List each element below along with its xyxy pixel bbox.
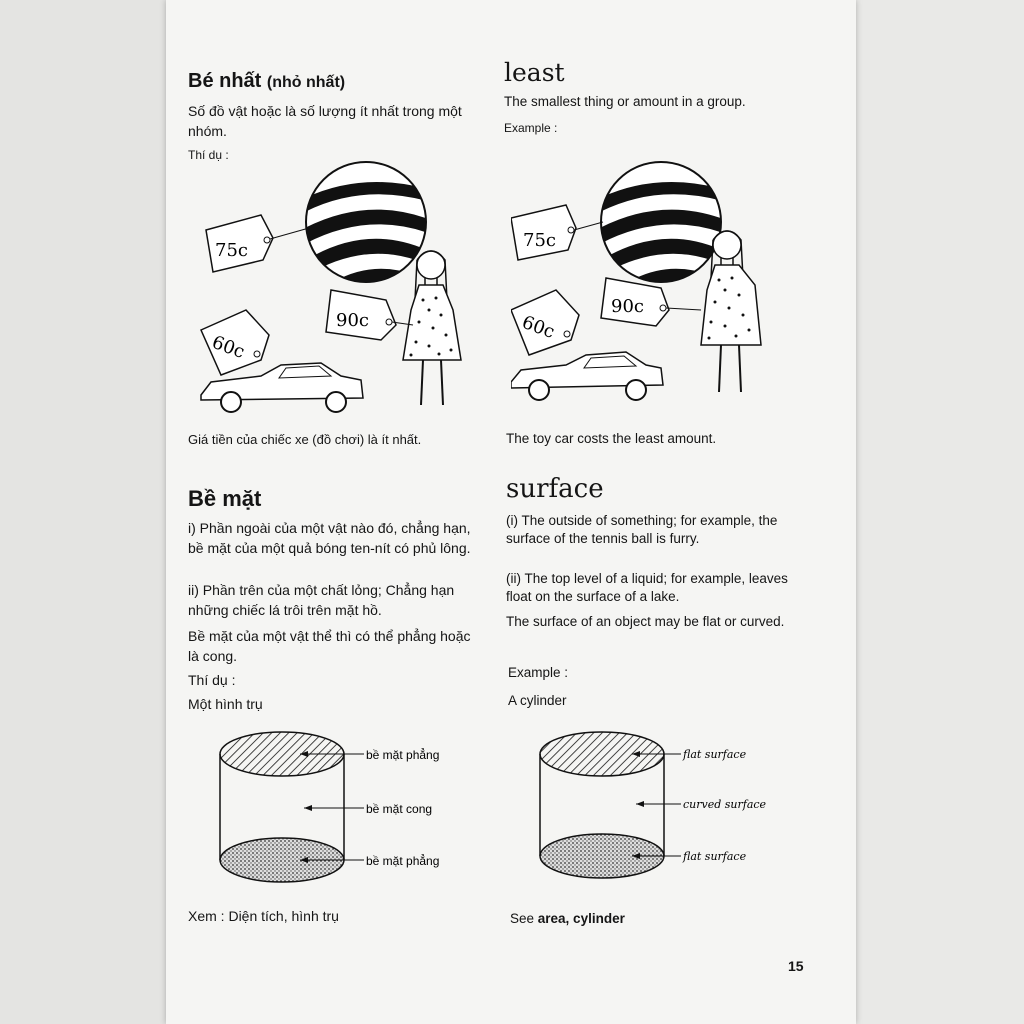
surface-example-item-vi: Một hình trụ <box>188 696 263 712</box>
arrow-middle <box>304 805 364 811</box>
surface-note-en: The surface of an object may be flat or curved. <box>506 614 785 629</box>
page-number: 15 <box>788 958 804 974</box>
heading-text: Bé nhất <box>188 70 262 92</box>
label-bottom: bề mặt phẳng <box>366 854 440 868</box>
surface-note-vi: Bề mặt của một vật thể thì có thể phẳng hoặc là cong. <box>188 628 471 664</box>
least-illustration-vi <box>191 160 491 425</box>
price-tag-60 <box>201 310 269 375</box>
price-tag-90 <box>601 278 701 326</box>
label-bottom: flat surface <box>683 850 747 863</box>
striped-ball-icon <box>301 162 431 305</box>
surface-see-also-en <box>510 910 625 928</box>
surface-def1-en: (i) The outside of something; for example, the surface of the tennis ball is furry. <box>506 513 778 546</box>
see-terms: area, cylinder <box>537 911 625 926</box>
surface-example-label-en: Example : <box>508 665 569 680</box>
label-middle: curved surface <box>683 798 767 811</box>
cylinder-diagram-en <box>536 722 816 892</box>
surface-example-item-en: A cylinder <box>508 693 567 708</box>
surface-def2-vi: ii) Phần trên của một chất lỏng; Chẳng hạn những chiếc lá trôi trên mặt hồ. <box>188 582 455 618</box>
tag-label: 75c <box>215 240 248 261</box>
surface-def2-en: (ii) The top level of a liquid; for example, leaves float on the surface of a lake. <box>506 571 788 604</box>
least-caption-vi: Giá tiền của chiếc xe (đồ chơi) là ít nhất. <box>188 432 422 447</box>
dictionary-page <box>166 0 856 1024</box>
least-example-label-en: Example : <box>504 121 558 135</box>
tag-label: 60c <box>209 331 248 363</box>
least-definition-en: The smallest thing or amount in a group. <box>504 94 746 109</box>
least-example-label-vi: Thí dụ : <box>188 148 229 162</box>
tag-label: 60c <box>519 311 558 343</box>
surface-def1-vi: i) Phần ngoài của một vật nào đó, chẳng hạn, bề mặt của một quả bóng ten-nít có phủ lông. <box>188 520 471 556</box>
least-illustration-en <box>511 160 811 425</box>
doll-icon <box>403 251 461 405</box>
label-top: bề mặt phẳng <box>366 748 440 762</box>
surface-heading-vi: Bề mặt <box>188 486 262 511</box>
arrow-middle <box>636 801 681 807</box>
price-tag-75 <box>511 205 603 260</box>
least-heading-en: least <box>504 58 565 87</box>
price-tag-90 <box>326 290 413 340</box>
price-tag-60 <box>511 290 579 355</box>
least-caption-en: The toy car costs the least amount. <box>506 431 717 446</box>
price-tag-75 <box>206 215 309 272</box>
tag-label: 90c <box>611 296 644 317</box>
least-heading-vi <box>188 70 345 93</box>
page-margin-right <box>856 0 1024 1024</box>
page-margin-left <box>0 0 166 1024</box>
least-definition-vi: Số đồ vật hoặc là số lượng ít nhất trong một nhóm. <box>188 103 462 139</box>
see-prefix: See <box>510 911 538 926</box>
surface-see-also-vi: Xem : Diện tích, hình trụ <box>188 908 339 924</box>
surface-example-label-vi: Thí dụ : <box>188 672 236 688</box>
heading-note: (nhỏ nhất) <box>266 74 346 91</box>
cylinder-diagram-vi <box>216 720 486 890</box>
surface-heading-en: surface <box>506 474 604 504</box>
label-top: flat surface <box>683 748 747 761</box>
tag-label: 90c <box>336 310 369 331</box>
toy-car-icon <box>511 352 663 400</box>
label-middle: bề mặt cong <box>366 802 433 816</box>
tag-label: 75c <box>523 230 556 251</box>
